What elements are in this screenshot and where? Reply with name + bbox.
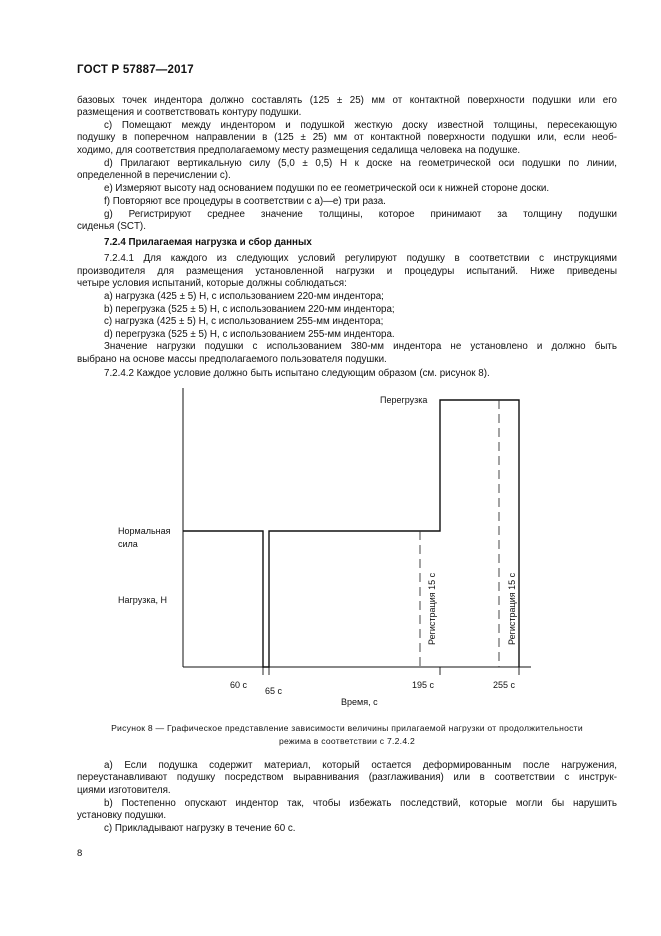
list-item-e: e) Измеряют высоту над основанием подушки по ее геометрической оси к нижней стороне доски. xyxy=(104,183,550,194)
list-item-f: f) Повторяют все процедуры в соответствии с а)—е) три раза. xyxy=(104,196,386,207)
normal-force-label: Нормальная xyxy=(118,526,171,536)
page-number: 8 xyxy=(77,848,83,859)
overload-label: Перегрузка xyxy=(380,395,428,405)
procedure-c: c) Прикладывают нагрузку в течение 60 с. xyxy=(104,823,296,834)
body-line: сиденья (SCT). xyxy=(77,221,146,232)
section-heading: 7.2.4 Прилагаемая нагрузка и сбор данных xyxy=(104,237,312,248)
body-line: четыре условия испытаний, которые должны соблюдаться: xyxy=(77,278,347,289)
procedure-a: a) Если подушка содержит материал, который остается деформированным после нагружения, xyxy=(104,760,617,771)
body-line: размещения и соответствовать контуру подушки. xyxy=(77,107,302,118)
x-tick-label: 65 с xyxy=(265,686,283,696)
body-line: подушку в поперечном направлении в (125 ± 25) мм от контактной поверхности подушки или, если необ- xyxy=(77,132,617,143)
condition-a: a) нагрузка (425 ± 5) Н, с использованием 220-мм индентора; xyxy=(104,291,384,302)
x-tick-label: 255 с xyxy=(493,680,516,690)
x-tick-label: 195 с xyxy=(412,680,435,690)
body-line: циями изготовителя. xyxy=(77,785,171,796)
x-axis-label: Время, с xyxy=(341,697,378,707)
body-line: переустанавливают подушку посредством выравнивания (разглаживания) или в соответствии с инструк- xyxy=(77,772,617,783)
body-line: базовых точек индентора должно составлять (125 ± 25) мм от контактной поверхности подушки или его xyxy=(77,95,617,106)
figure-caption-2: режима в соответствии с 7.2.4.2 xyxy=(278,736,416,746)
recording-label: Регистрация 15 с xyxy=(507,572,517,645)
recording-label: Регистрация 15 с xyxy=(427,572,437,645)
list-item-g: g) Регистрируют среднее значение толщины, которое принимают за толщину подушки xyxy=(104,209,617,220)
body-line: установку подушки. xyxy=(77,810,167,821)
clause-7-2-4-1: 7.2.4.1 Для каждого из следующих условий регулируют подушку в соответствии с инструкциями xyxy=(104,253,617,264)
body-line: ходимо, для соответствия предполагаемому месту размещения седалища человека на подушке. xyxy=(77,145,521,156)
condition-b: b) перегрузка (525 ± 5) Н, с использованием 220-мм индентора; xyxy=(104,304,395,315)
body-line: производителя для размещения установленной нагрузки и процедуры испытаний. Ниже приведены xyxy=(77,266,617,277)
condition-c: c) нагрузка (425 ± 5) Н, с использованием 255-мм индентора; xyxy=(104,316,384,327)
condition-d: d) перегрузка (525 ± 5) Н, с использованием 255-мм индентора. xyxy=(104,329,395,340)
y-axis-label: Нагрузка, Н xyxy=(118,595,167,605)
standard-header: ГОСТ Р 57887—2017 xyxy=(77,64,194,76)
x-tick-label: 60 с xyxy=(230,680,248,690)
clause-7-2-4-2: 7.2.4.2 Каждое условие должно быть испытано следующим образом (см. рисунок 8). xyxy=(104,368,490,379)
list-item-d: d) Прилагают вертикальную силу (5,0 ± 0,5) Н к доске на геометрической оси подушки по линии, xyxy=(104,158,617,169)
body-line: выбрано на основе массы предполагаемого пользователя подушки. xyxy=(77,354,387,365)
load-curve xyxy=(183,400,519,667)
body-line: определенной в перечислении c). xyxy=(77,170,231,181)
procedure-b: b) Постепенно опускают индентор так, чтобы избежать последствий, которые могли бы нарушить xyxy=(104,798,617,809)
figure-caption: Рисунок 8 — Графическое представление зависимости величины прилагаемой нагрузки от продолжительности xyxy=(111,723,583,733)
body-line: Значение нагрузки подушки с использованием 380-мм индентора не установлено и должно быть xyxy=(104,341,617,352)
normal-force-label-2: сила xyxy=(118,539,138,549)
list-item-c: c) Помещают между индентором и подушкой жесткую доску известной толщины, пересекающую xyxy=(104,120,617,131)
